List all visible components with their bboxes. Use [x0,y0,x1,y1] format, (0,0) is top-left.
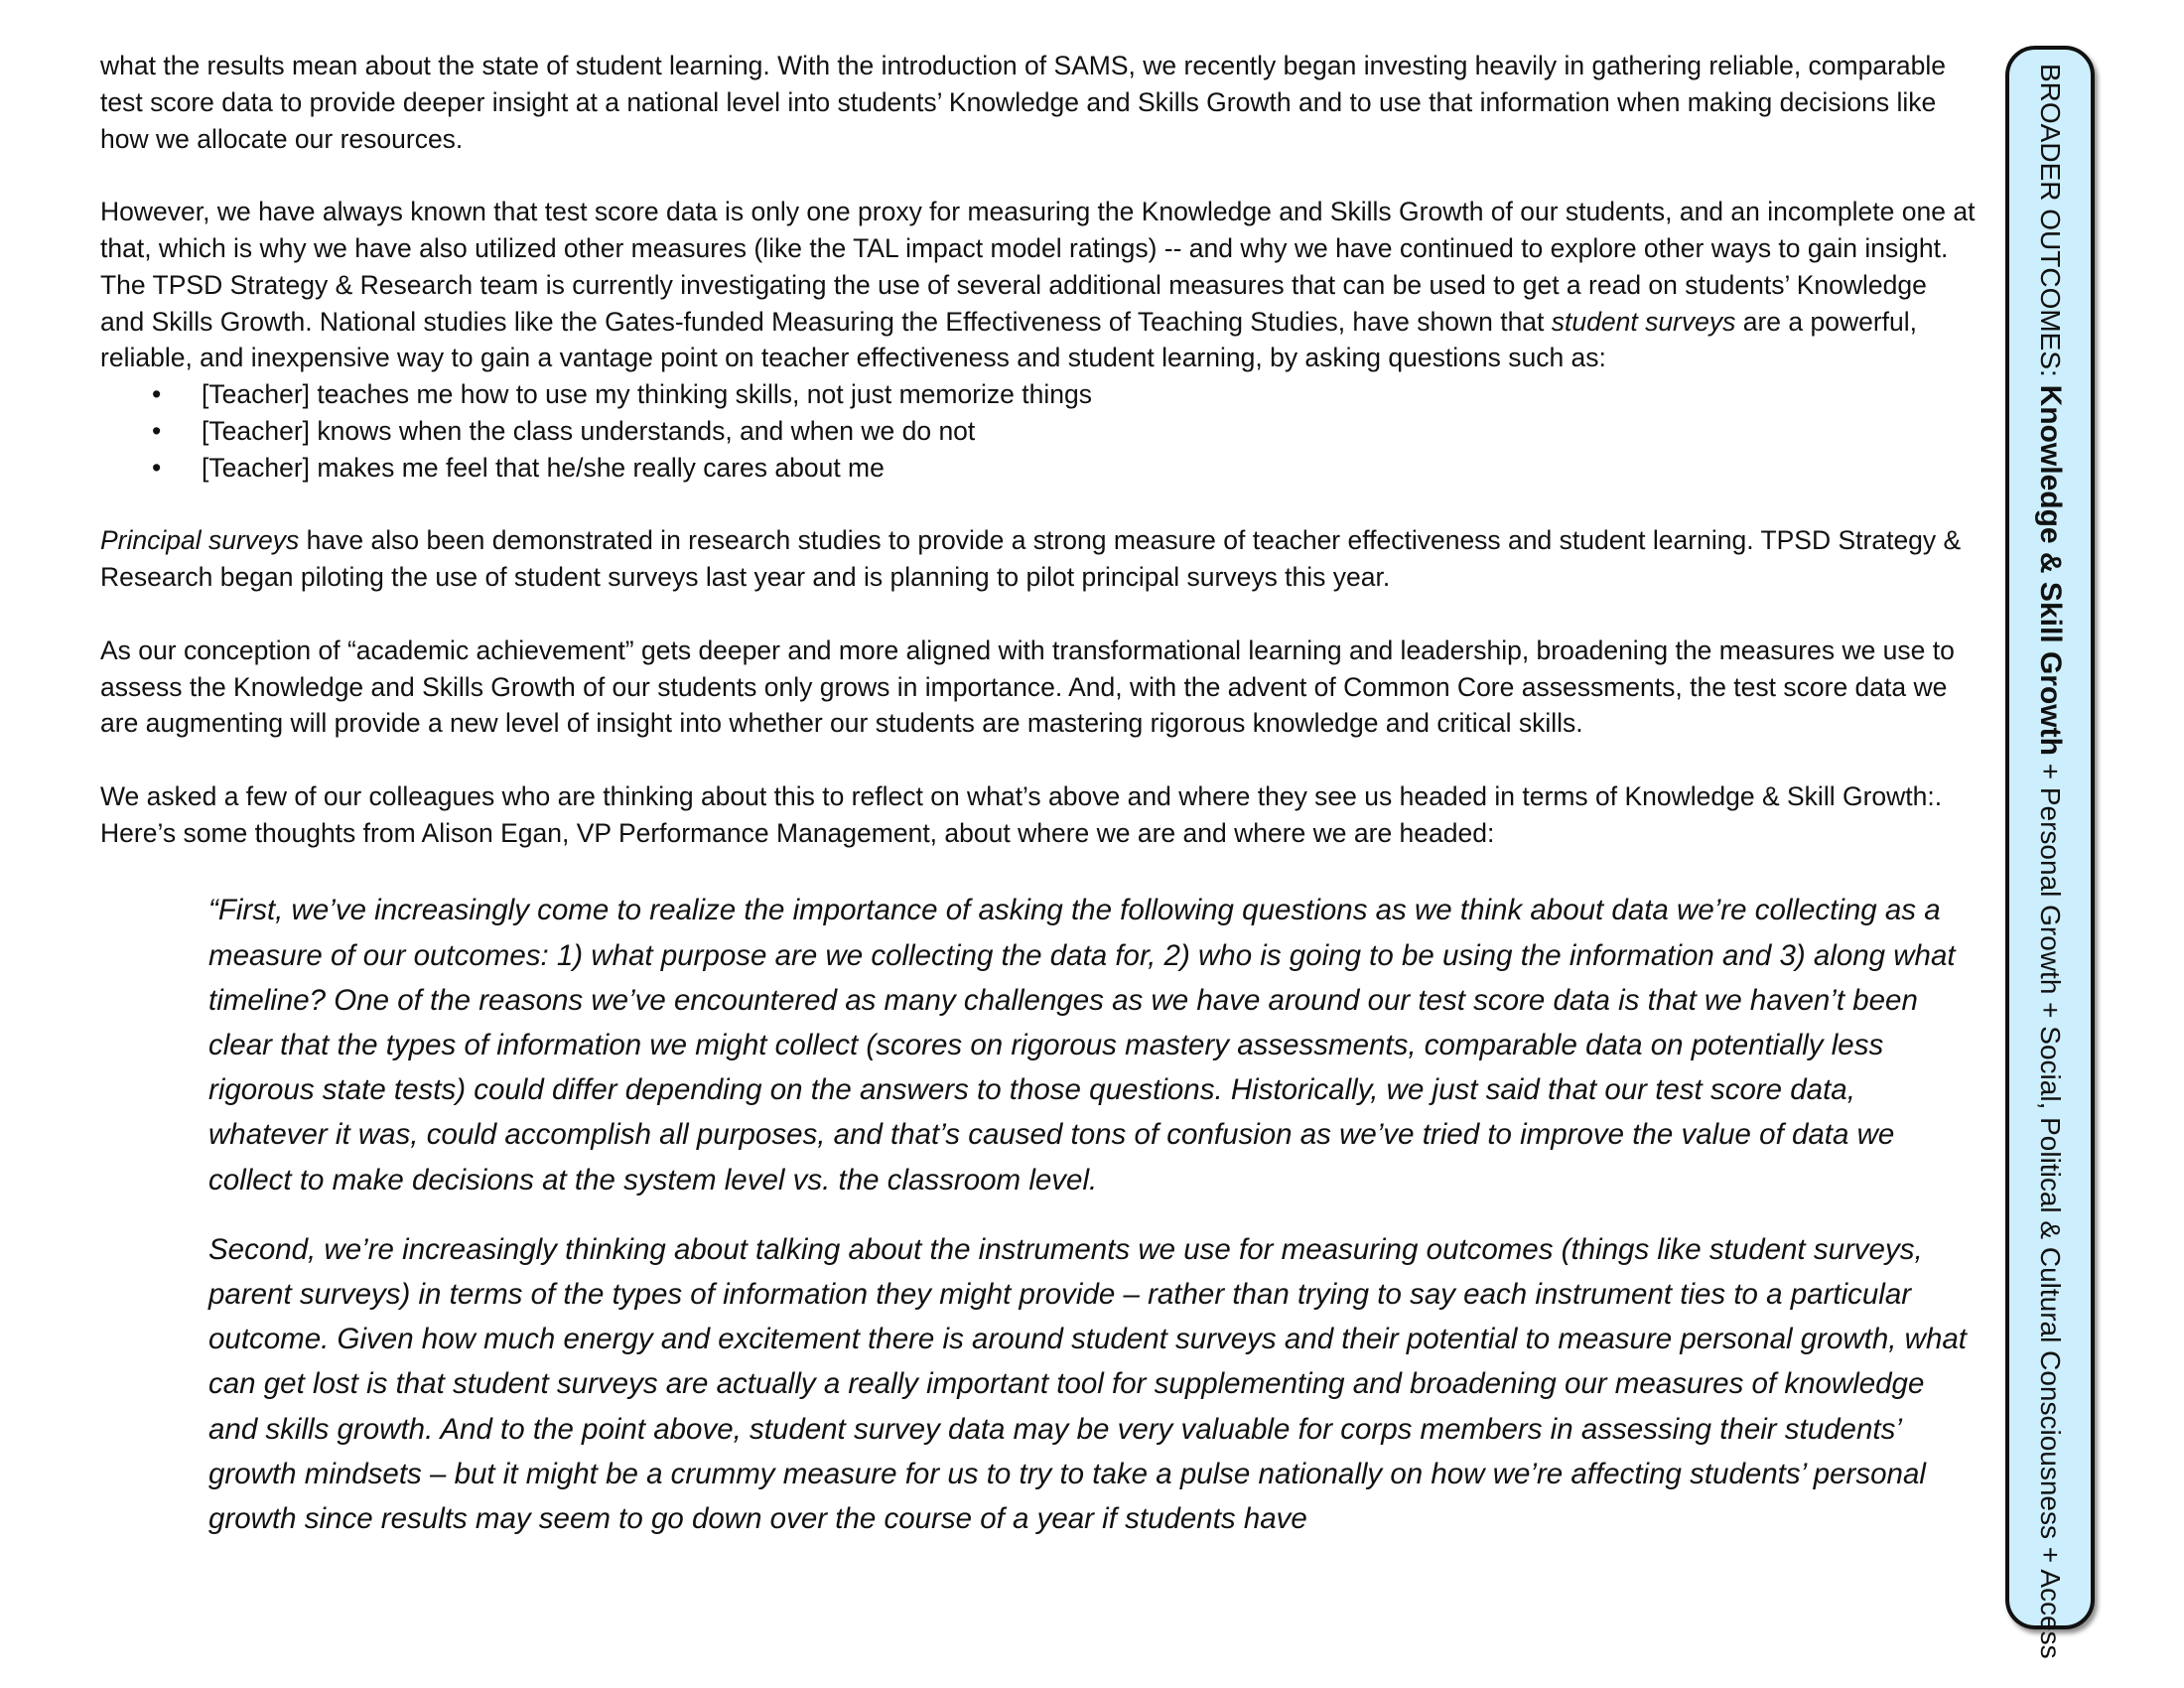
paragraph-other-measures-text: However, we have always known that test score data is only one proxy for measuring the Knowledge and Skills Growth of our students, and an incomplete one at that, which is why we have also utilized other measures (like the TAL impact model ratings) -- and why we have continued to explore other ways to gain insight. The TPSD Strategy & Research team is currently investigating the use of several additional measures that can be used to get a read on students’ Knowledge and Skills Growth. National studies like the Gates-funded Measuring the Effectiveness of Teaching Studies, have shown that [100,197,1976,337]
quote-paragraph-second: Second, we’re increasingly thinking about talking about the instruments we use for measuring outcomes (things like student surveys, parent surveys) in terms of the types of information they might provide – rather than trying to say each instrument ties to a particular outcome. Given how much energy and excitement there is around student surveys and their potential to measure personal growth, what can get lost is that student surveys are actually a really important tool for supplementing and broadening our measures of knowledge and skills growth. And to the point above, student survey data may be very valuable for corps members in assessing their students’ growth mindsets – but it might be a crummy measure for us to try to take a pulse nationally on how we’re affecting students’ personal growth since results may seem to go down over the course of a year if students have [208,1232,1967,1535]
list-item: • [Teacher] teaches me how to use my thinking skills, not just memorize things [100,376,1977,413]
paragraph-principal-surveys-text: have also been demonstrated in research studies to provide a strong measure of teacher effectiveness and student learning. TPSD Strategy & Research began piloting the use of student surveys last year and is planning to pilot principal surveys this year. [100,525,1962,593]
sidebar-suffix: + Personal Growth + Social, Political & Cultural Consciousness + Access [2035,755,2066,1659]
broader-outcomes-sidebar [2005,46,2095,1659]
sidebar-highlight: Knowledge & Skill Growth [2034,384,2067,756]
paragraph-other-measures [100,194,1977,376]
paragraph-colleagues: We asked a few of our colleagues who are thinking about this to reflect on what’s above and where they see us headed in terms of Knowledge & Skill Growth:. Here’s some thoughts from Alison Egan, VP Performance Management, about where we are and where we are headed: [100,780,1943,848]
quote-paragraph-first: “First, we’ve increasingly come to realize the importance of asking the following questions as we think about data we’re collecting as a measure of our outcomes: 1) what purpose are we collecting the data for, 2) who is going to be using the information and 3) along what timeline? One of the reasons we’ve encountered as many challenges as we have around our test score data is that we haven’t been clear that the types of information we might collect (scores on rigorous mastery assessments, comparable data on potentially less rigorous state tests) could differ depending on the answers to those questions. Historically, we just said that our test score data, whatever it was, could accomplish all purposes, and that’s caused tons of confusion as we’ve tried to improve the value of data we collect to make decisions at the system level vs. the classroom level. [208,894,1956,1196]
list-item: • [Teacher] knows when the class understands, and when we do not [100,413,1977,450]
survey-question-list [100,376,1977,486]
paragraph-other-measures-text-end: are a powerful, reliable, and inexpensive way to gain a vantage point on teacher effectiveness and student learning, by asking questions such as: [100,306,1918,373]
student-surveys-emphasis: student surveys [1551,306,1736,337]
principal-surveys-emphasis: Principal surveys [100,525,300,556]
sidebar-prefix: BROADER OUTCOMES: [2035,63,2066,385]
paragraph-principal-surveys [100,522,1977,596]
blockquote-alison-egan [208,888,1980,1541]
list-item: • [Teacher] makes me feel that he/she really cares about me [100,450,1977,487]
paragraph-academic-achievement: As our conception of “academic achievement” gets deeper and more aligned with transformational learning and leadership, broadening the measures we use to assess the Knowledge and Skills Growth of our students only grows in importance. And, with the advent of Common Core assessments, the test score data we are augmenting will provide a new level of insight into whether our students are mastering rigorous knowledge and critical skills. [100,634,1955,739]
paragraph-results: what the results mean about the state of student learning. With the introduction of SAMS, we recently began investing heavily in gathering reliable, comparable test score data to provide deeper insight at a national level into students’ Knowledge and Skills Growth and to use that information when making decisions like how we allocate our resources. [100,51,1947,154]
sidebar-label [2030,63,2070,1659]
document-body [100,48,1977,1566]
